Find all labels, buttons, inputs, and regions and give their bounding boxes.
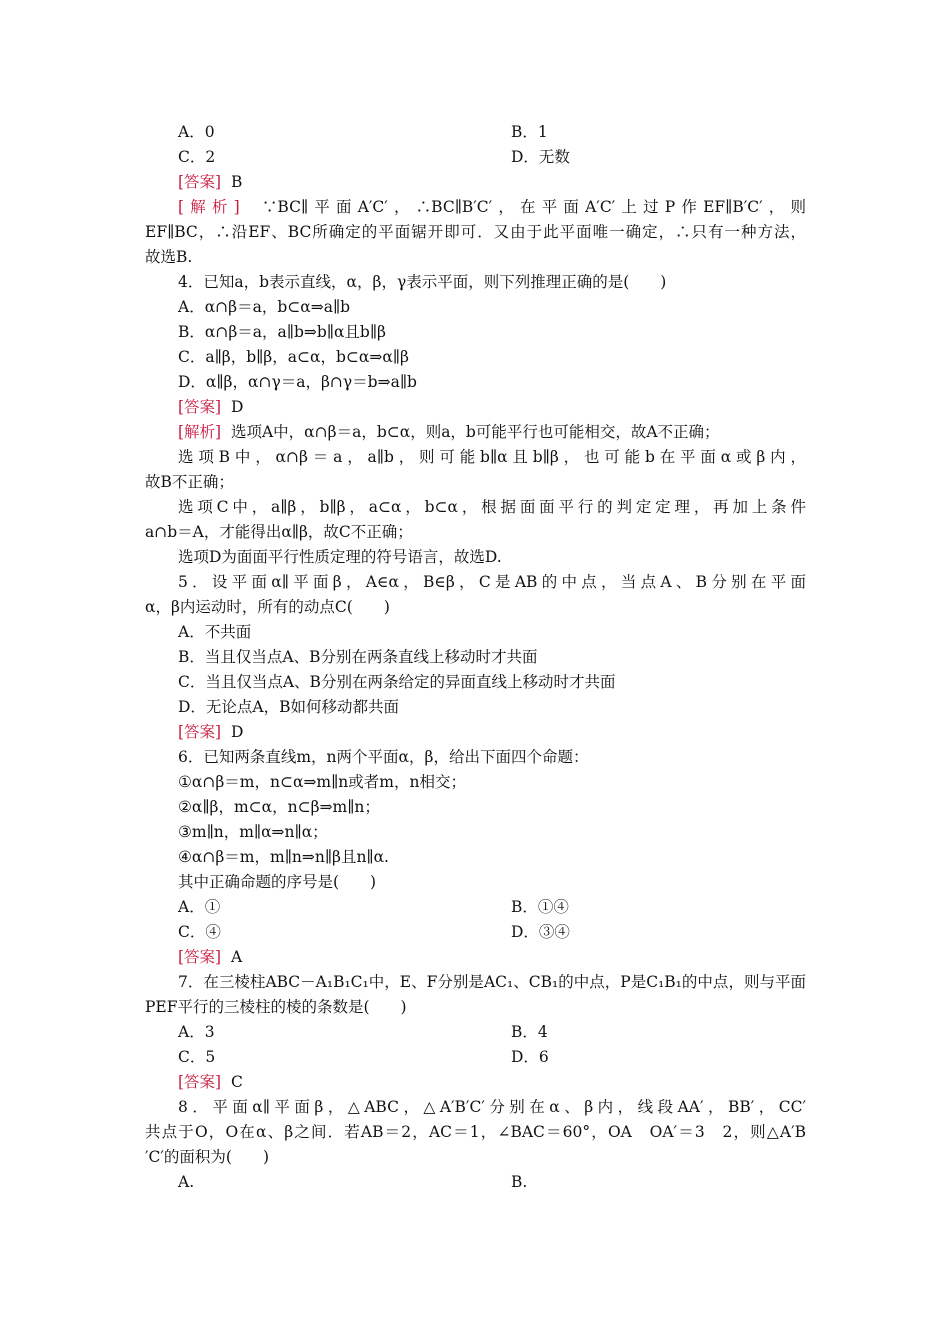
option-d: D．③④ — [511, 923, 570, 941]
analysis-line — [178, 422, 720, 442]
option-c: C．5 — [178, 1048, 216, 1066]
option-b: B．当且仅当点A、B分别在两条直线上移动时才共面 — [178, 648, 538, 666]
answer-value: D — [230, 723, 244, 741]
answer-value: B — [230, 173, 243, 191]
answer-line — [178, 397, 243, 417]
option-d: D．α∥β，α∩γ＝a，β∩γ＝b⇒a∥b — [178, 373, 417, 391]
answer-tag: [答案] — [178, 723, 222, 741]
proposition-1: ①α∩β＝m，n⊂α⇒m∥n或者m，n相交； — [178, 773, 466, 791]
answer-line — [178, 172, 242, 192]
answer-value: C — [230, 1073, 243, 1091]
option-d: D．6 — [511, 1048, 549, 1066]
option-a: A．不共面 — [178, 623, 252, 641]
option-a: A．0 — [178, 123, 215, 141]
answer-line — [178, 947, 242, 967]
option-a: A．3 — [178, 1023, 215, 1041]
analysis-tag: [解析] — [178, 198, 240, 216]
analysis-text: 选项C中，a∥β，b∥β，a⊂α，b⊂α，根据面面平行的判定定理，再加上条件 — [178, 498, 806, 516]
analysis-text: 故选B. — [145, 248, 193, 266]
proposition-2: ②α∥β，m⊂α，n⊂β⇒m∥n； — [178, 798, 380, 816]
question-8-cont: ′C′的面积为( ) — [145, 1148, 269, 1166]
analysis-text: ∵BC∥平面A′C′，∴BC∥B′C′，在平面A′C′上过P作EF∥B′C′，则 — [261, 198, 806, 216]
answer-tag: [答案] — [178, 948, 222, 966]
question-6: 6．已知两条直线m，n两个平面α，β，给出下面四个命题： — [178, 748, 589, 766]
option-d: D．无数 — [511, 148, 570, 166]
option-a: A．α∩β＝a，b⊂α⇒a∥b — [178, 298, 351, 316]
analysis-text: 选项A中，α∩β＝a，b⊂α，则a，b可能平行也可能相交，故A不正确； — [230, 423, 720, 441]
answer-line — [178, 1072, 243, 1092]
option-b: B．①④ — [511, 898, 569, 916]
question-6-prompt: 其中正确命题的序号是( ) — [178, 873, 377, 891]
answer-value: A — [230, 948, 243, 966]
option-b: B. — [511, 1173, 528, 1191]
question-5-cont: α，β内运动时，所有的动点C( ) — [145, 598, 390, 616]
question-7: 7．在三棱柱ABC－A₁B₁C₁中，E、F分别是AC₁、CB₁的中点，P是C₁B₁的中点，则与平面 — [178, 973, 806, 991]
question-8-cont: 共点于O，O在α、β之间．若AB＝2，AC＝1，∠BAC＝60°，OA OA′＝3 2，则△A′B — [145, 1123, 806, 1141]
option-c: C．2 — [178, 148, 216, 166]
analysis-line — [178, 197, 806, 217]
proposition-3: ③m∥n，m∥α⇒n∥α； — [178, 823, 328, 841]
answer-tag: [答案] — [178, 1073, 222, 1091]
option-d: D．无论点A，B如何移动都共面 — [178, 698, 400, 716]
question-4: 4．已知a，b表示直线，α，β，γ表示平面，则下列推理正确的是( ) — [178, 273, 667, 291]
analysis-tag: [解析] — [178, 423, 222, 441]
analysis-text: 故B不正确； — [145, 473, 234, 491]
question-5: 5．设平面α∥平面β，A∈α，B∈β，C是AB的中点，当点A、B分别在平面 — [178, 573, 806, 591]
answer-line — [178, 722, 243, 742]
analysis-text: 选项B中，α∩β＝a，a∥b，则可能b∥α且b∥β，也可能b在平面α或β内， — [178, 448, 806, 466]
proposition-4: ④α∩β＝m，m∥n⇒n∥β且n∥α. — [178, 848, 389, 866]
option-a: A. — [178, 1173, 195, 1191]
option-a: A．① — [178, 898, 221, 916]
option-b: B．1 — [511, 123, 548, 141]
analysis-text: a∩b＝A，才能得出α∥β，故C不正确； — [145, 523, 413, 541]
answer-tag: [答案] — [178, 173, 222, 191]
question-8: 8．平面α∥平面β，△ABC，△A′B′C′分别在α、β内，线段AA′，BB′，CC′ — [178, 1098, 806, 1116]
option-c: C．当且仅当点A、B分别在两条给定的异面直线上移动时才共面 — [178, 673, 616, 691]
option-b: B．α∩β＝a，a∥b⇒b∥α且b∥β — [178, 323, 386, 341]
answer-tag: [答案] — [178, 398, 222, 416]
option-b: B．4 — [511, 1023, 548, 1041]
analysis-text: EF∥BC，∴沿EF、BC所确定的平面锯开即可．又由于此平面唯一确定，∴只有一种方法， — [145, 223, 806, 241]
question-7-cont: PEF平行的三棱柱的棱的条数是( ) — [145, 998, 407, 1016]
analysis-text: 选项D为面面平行性质定理的符号语言，故选D. — [178, 548, 502, 566]
answer-value: D — [230, 398, 244, 416]
option-c: C．④ — [178, 923, 221, 941]
option-c: C．a∥β，b∥β，a⊂α，b⊂α⇒α∥β — [178, 348, 409, 366]
